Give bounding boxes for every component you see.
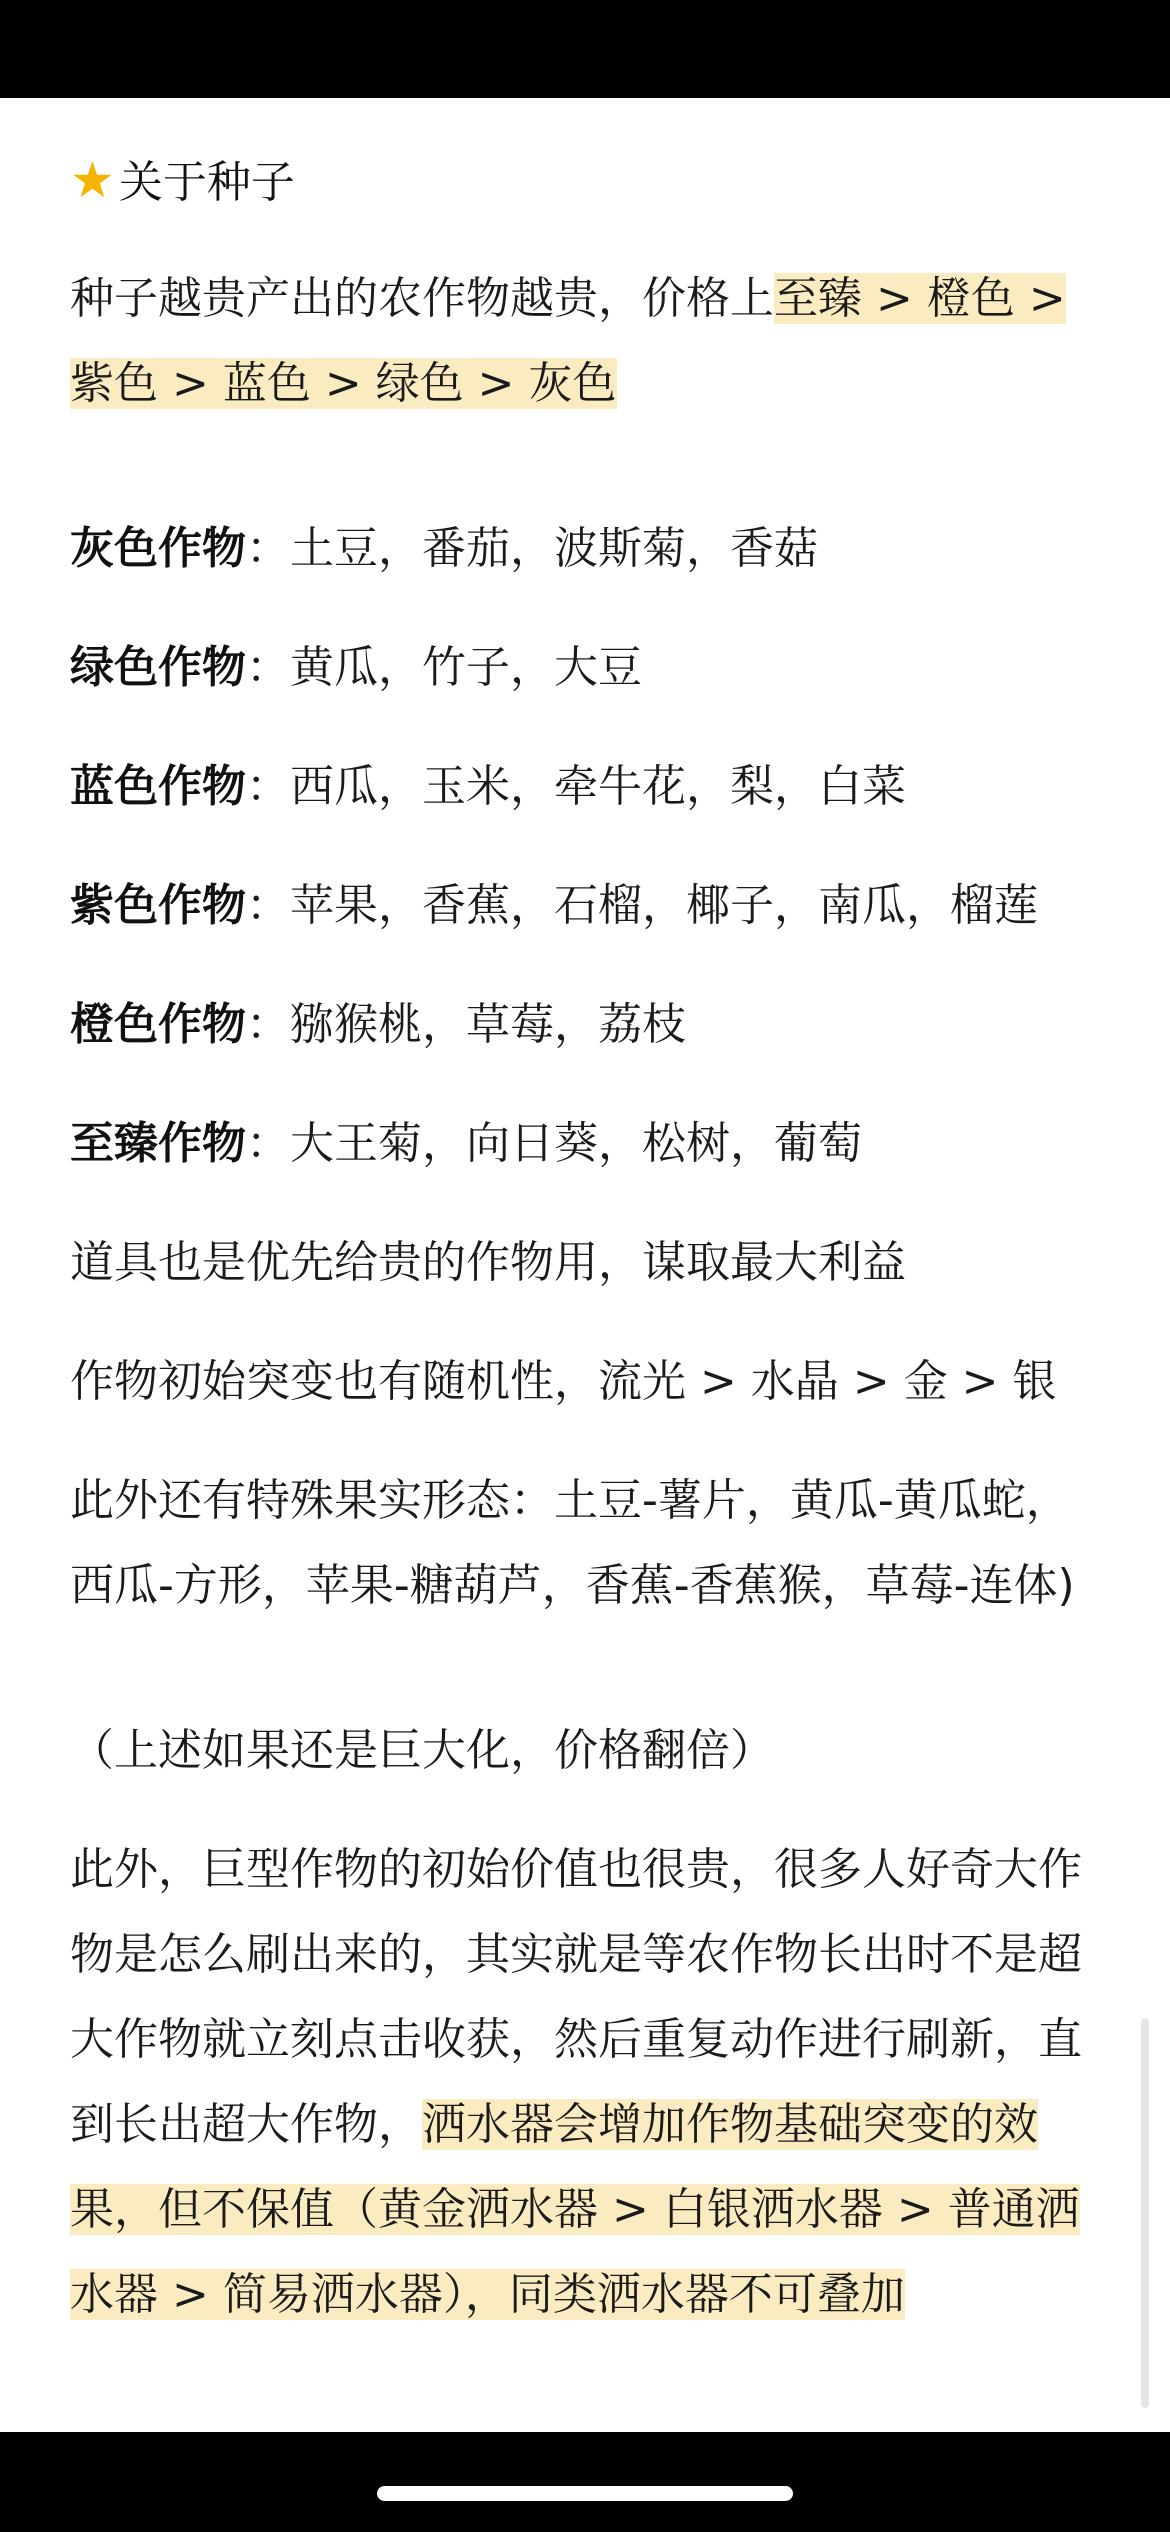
note-content <box>0 98 1170 2432</box>
tools-tip: 道具也是优先给贵的作物用，谋取最大利益 <box>70 1237 906 1288</box>
section-heading-text: 关于种子 <box>118 157 295 208</box>
special-forms-tip: 此外还有特殊果实形态：土豆-薯片，黄瓜-黄瓜蛇，西瓜-方形，苹果-糖葫芦，香蕉-香蕉猴，草莓-连体) <box>70 1475 1075 1611</box>
crop-label: 绿色作物 <box>70 642 246 693</box>
status-bar <box>0 0 1170 98</box>
intro-paragraph <box>70 256 1110 426</box>
crop-label: 紫色作物 <box>70 880 246 931</box>
crop-items: ：西瓜，玉米，牵牛花，梨，白菜 <box>246 761 906 812</box>
intro-text: 种子越贵产出的农作物越贵，价格上 <box>70 273 774 324</box>
crop-line-purple <box>70 863 1110 948</box>
crop-line-green <box>70 625 1110 710</box>
home-indicator[interactable] <box>377 2486 793 2501</box>
crop-label: 橙色作物 <box>70 999 246 1050</box>
page-counter: 3/4 <box>545 178 610 224</box>
crop-items: ：黄瓜，竹子，大豆 <box>246 642 642 693</box>
scrollbar[interactable] <box>1141 2018 1149 2408</box>
price-order-highlight: 至臻 > 橙色 > 紫色 > 蓝色 > 绿色 > 灰色 <box>70 273 1066 409</box>
star-icon: ★ <box>70 151 115 209</box>
crop-items: ：猕猴桃，草莓，荔枝 <box>246 999 686 1050</box>
crop-line-orange <box>70 982 1110 1067</box>
crop-label: 灰色作物 <box>70 523 246 574</box>
giant-note: （上述如果还是巨大化，价格翻倍） <box>70 1725 774 1776</box>
crop-label: 蓝色作物 <box>70 761 246 812</box>
sprinkler-highlight: 洒水器会增加作物基础突变的效果，但不保值（黄金洒水器 > 白银洒水器 > 普通洒水器 > 简易洒水器），同类洒水器不可叠加 <box>70 2099 1080 2320</box>
section-heading <box>70 150 295 213</box>
close-icon[interactable]: X <box>40 172 72 226</box>
crop-line-grey <box>70 506 1110 591</box>
giant-crop-text: 此外，巨型作物的初始价值也很贵，很多人好奇大作物是怎么刷出来的，其实就是等农作物长出时不是超大作物就立刻点击收获，然后重复动作进行刷新，直到长出超大作物， <box>70 1844 1082 2150</box>
crop-items: ：土豆，番茄，波斯菊，香菇 <box>246 523 818 574</box>
crop-items: ：苹果，香蕉，石榴，椰子，南瓜，榴莲 <box>246 880 1038 931</box>
crop-items: ：大王菊，向日葵，松树，葡萄 <box>246 1118 862 1169</box>
crop-line-blue <box>70 744 1110 829</box>
giant-crop-paragraph <box>70 1827 1110 2337</box>
mutation-tip: 作物初始突变也有随机性，流光 > 水晶 > 金 > 银 <box>70 1356 1057 1407</box>
crop-label: 至臻作物 <box>70 1118 246 1169</box>
crop-line-premium <box>70 1101 1110 1186</box>
bottom-bar <box>0 2432 1170 2532</box>
